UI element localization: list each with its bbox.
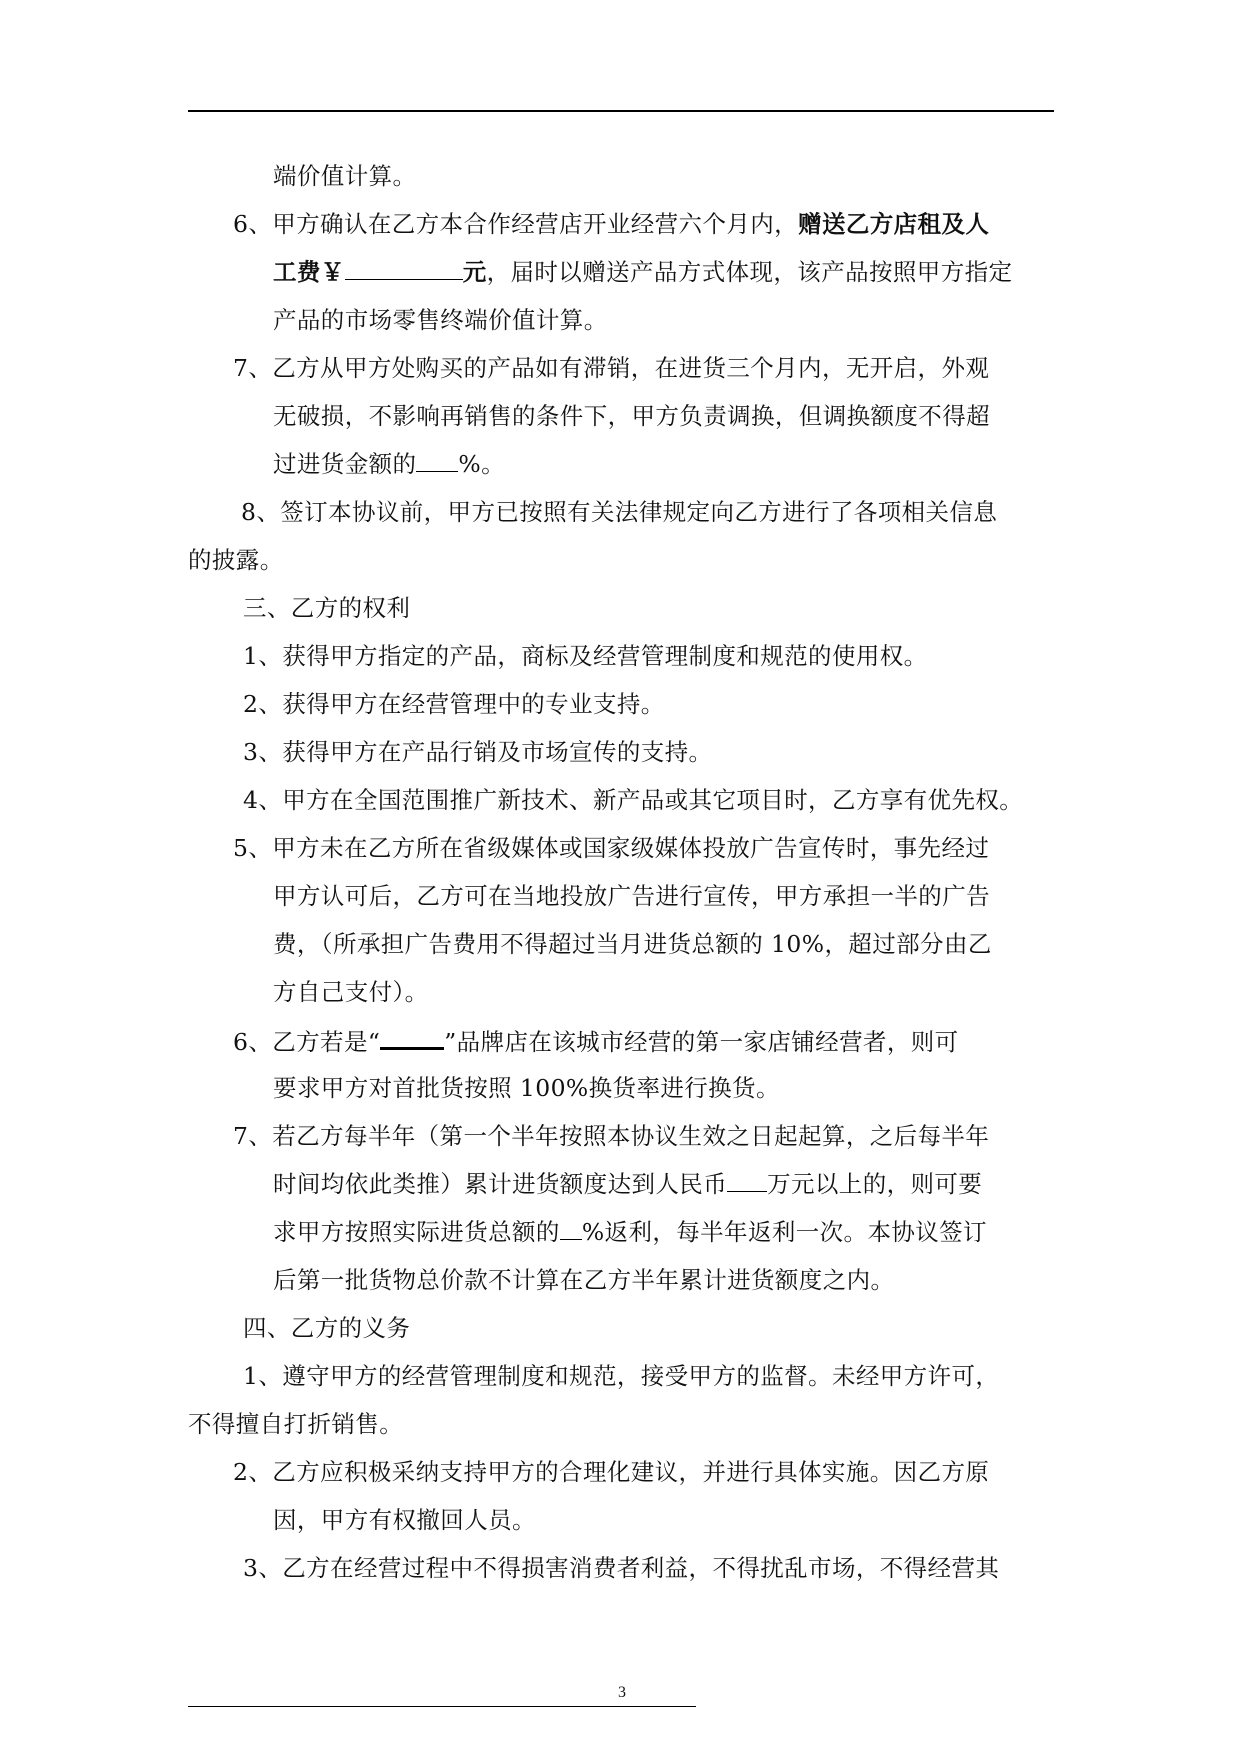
- right-7-line-2: 时间均依此类推）累计进货额度达到人民币 万元以上的，则可要: [273, 1170, 983, 1198]
- right-7-line-4: 后第一批货物总价款不计算在乙方半年累计进货额度之内。: [273, 1266, 895, 1294]
- brand-blank[interactable]: [380, 1025, 444, 1050]
- right-4: 4、甲方在全国范围推广新技术、新产品或其它项目时，乙方享有优先权。: [243, 786, 1024, 814]
- right-7: 7、若乙方每半年（第一个半年按照本协议生效之日起起算，之后每半年: [233, 1122, 990, 1150]
- amount-blank[interactable]: [345, 257, 463, 280]
- clause-7-line: 7、乙方从甲方处购买的产品如有滞销，在进货三个月内，无开启，外观: [233, 354, 990, 382]
- percent-blank[interactable]: [416, 449, 458, 472]
- section-three-heading: 三、乙方的权利: [243, 594, 411, 622]
- footer-rule: [188, 1706, 696, 1707]
- amount-10k-blank[interactable]: [727, 1169, 767, 1192]
- right-5-line-2: 甲方认可后，乙方可在当地投放广告进行宣传，甲方承担一半的广告: [273, 882, 990, 910]
- duty-1-line-2: 不得擅自打折销售。: [188, 1410, 404, 1438]
- page-number: 3: [618, 1684, 626, 1701]
- right-5-line-4: 方自己支付）。: [273, 978, 429, 1006]
- clause-6-line-3: 产品的市场零售终端价值计算。: [273, 306, 608, 334]
- header-rule: [188, 110, 1054, 112]
- clause-6-line: 6、甲方确认在乙方本合作经营店开业经营六个月内，赠送乙方店租及人: [233, 210, 990, 238]
- clause-6-line-2: 工费￥ 元，届时以赠送产品方式体现，该产品按照甲方指定: [273, 258, 1013, 286]
- rebate-percent-blank[interactable]: [560, 1217, 582, 1240]
- right-5: 5、甲方未在乙方所在省级媒体或国家级媒体投放广告宣传时，事先经过: [233, 834, 990, 862]
- duty-3: 3、乙方在经营过程中不得损害消费者利益，不得扰乱市场，不得经营其: [243, 1554, 1000, 1582]
- text-line-1: 端价值计算。: [273, 162, 417, 190]
- clause-7-line-2: 无破损，不影响再销售的条件下，甲方负责调换，但调换额度不得超: [273, 402, 990, 430]
- right-2: 2、获得甲方在经营管理中的专业支持。: [243, 690, 665, 718]
- duty-2-line-2: 因，甲方有权撤回人员。: [273, 1506, 536, 1534]
- clause-8-line-2: 的披露。: [188, 546, 284, 574]
- right-6-line-2: 要求甲方对首批货按照 100%换货率进行换货。: [273, 1074, 780, 1102]
- clause-7-line-3: 过进货金额的 %。: [273, 450, 506, 478]
- duty-2: 2、乙方应积极采纳支持甲方的合理化建议，并进行具体实施。因乙方原: [233, 1458, 990, 1486]
- duty-1: 1、遵守甲方的经营管理制度和规范，接受甲方的监督。未经甲方许可，: [243, 1362, 1000, 1390]
- clause-8-line: 8、签订本协议前，甲方已按照有关法律规定向乙方进行了各项相关信息: [241, 498, 998, 526]
- right-3: 3、获得甲方在产品行销及市场宣传的支持。: [243, 738, 713, 766]
- bold-gift-text: 赠送乙方店租及人: [798, 210, 990, 238]
- right-6: 6、乙方若是“ ”品牌店在该城市经营的第一家店铺经营者，则可: [233, 1025, 959, 1057]
- right-7-line-3: 求甲方按照实际进货总额的 %返利，每半年返利一次。本协议签订: [273, 1218, 987, 1246]
- right-1: 1、获得甲方指定的产品，商标及经营管理制度和规范的使用权。: [243, 642, 928, 670]
- right-5-line-3: 费，（所承担广告费用不得超过当月进货总额的 10%，超过部分由乙: [273, 930, 992, 958]
- section-four-heading: 四、乙方的义务: [243, 1314, 411, 1342]
